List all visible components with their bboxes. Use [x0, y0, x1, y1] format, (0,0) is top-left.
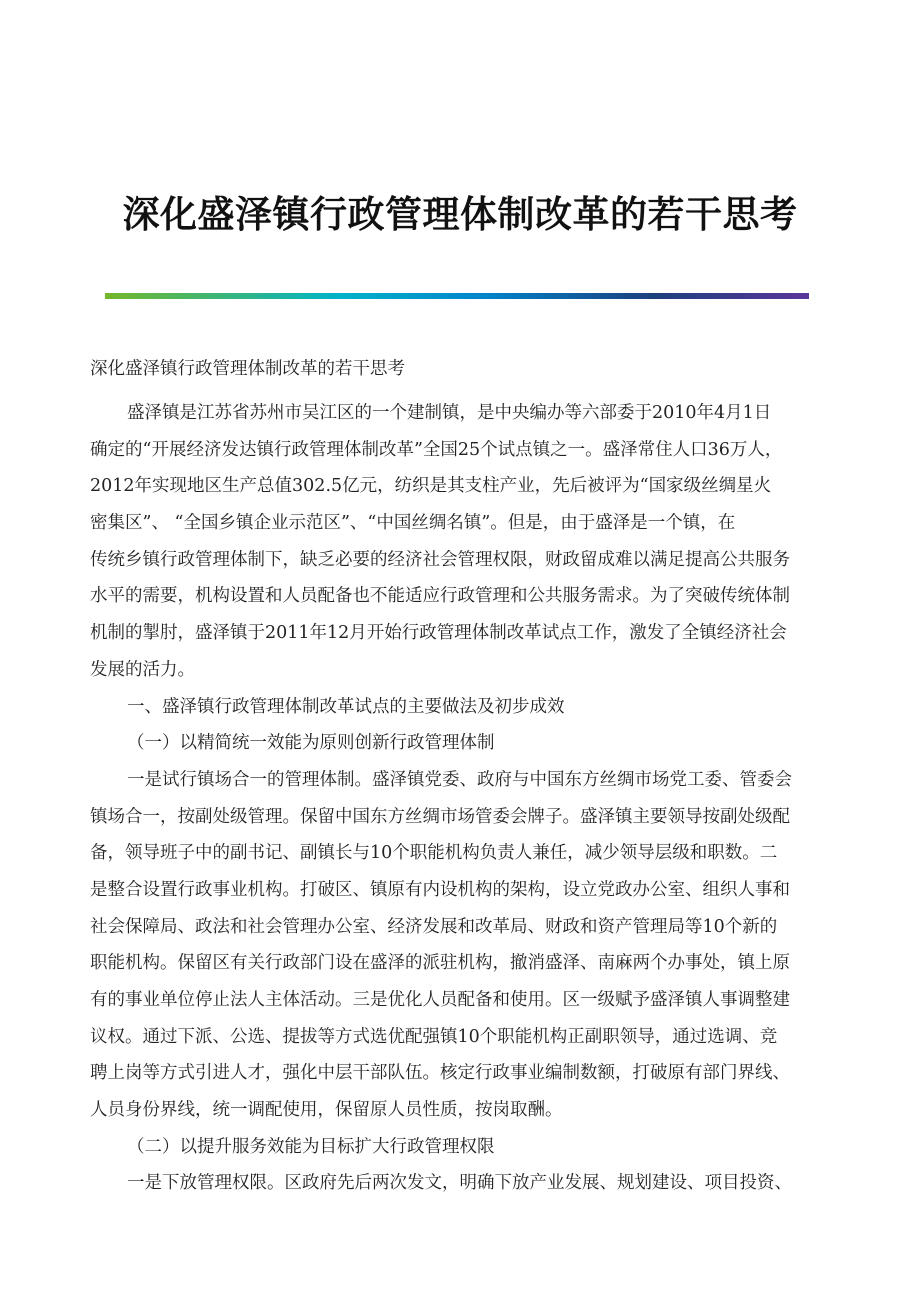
text-line: 聘上岗等方式引进人才，强化中层干部队伍。核定行政事业编制数额，打破原有部门界线、	[90, 1063, 790, 1084]
text-line: 密集区”、 “全国乡镇企业示范区”、“中国丝绸名镇”。但是，由于盛泽是一个镇，在	[90, 513, 736, 534]
text-line: 机制的掣肘，盛泽镇于2011年12月开始行政管理体制改革试点工作，激发了全镇经济社会	[90, 623, 787, 644]
text-line: 盛泽镇是江苏省苏州市吴江区的一个建制镇，是中央编办等六部委于2010年4月1日	[127, 403, 772, 423]
text-line: 一是试行镇场合一的管理体制。盛泽镇党委、政府与中国东方丝绸市场党工委、管委会	[127, 769, 792, 790]
document-body	[90, 356, 850, 1207]
text-line: 议权。通过下派、公选、提拔等方式选优配强镇10个职能机构正副职领导，通过选调、竞	[90, 1026, 778, 1047]
text-line: （一）以精简统一效能为原则创新行政管理体制	[127, 733, 495, 754]
text-line: 一、盛泽镇行政管理体制改革试点的主要做法及初步成效	[127, 696, 565, 717]
document-title: 深化盛泽镇行政管理体制改革的若干思考	[122, 192, 798, 236]
text-line: 一是下放管理权限。区政府先后两次发文，明确下放产业发展、规划建设、项目投资、	[127, 1173, 792, 1194]
subtitle: 深化盛泽镇行政管理体制改革的若干思考	[90, 359, 405, 379]
text-line: 2012年实现地区生产总值302.5亿元，纺织是其支柱产业，先后被评为“国家级丝绸星火	[90, 476, 772, 497]
title-divider	[105, 293, 809, 299]
text-line: 水平的需要，机构设置和人员配备也不能适应行政管理和公共服务需求。为了突破传统体制	[90, 586, 790, 607]
text-line: 发展的活力。	[90, 659, 195, 680]
text-line: 备，领导班子中的副书记、副镇长与10个职能机构负责人兼任，减少领导层级和职数。二	[90, 843, 778, 864]
text-line: （二）以提升服务效能为目标扩大行政管理权限	[127, 1136, 495, 1157]
text-line: 有的事业单位停止法人主体活动。三是优化人员配备和使用。区一级赋予盛泽镇人事调整建	[90, 990, 790, 1010]
text-line: 社会保障局、政法和社会管理办公室、经济发展和改革局、财政和资产管理局等10个新的	[90, 916, 778, 937]
text-line: 是整合设置行政事业机构。打破区、镇原有内设机构的架构，设立党政办公室、组织人事和	[90, 879, 790, 900]
text-line: 职能机构。保留区有关行政部门设在盛泽的派驻机构，撤消盛泽、南麻两个办事处，镇上原	[90, 953, 790, 974]
text-line: 确定的“开展经济发达镇行政管理体制改革”全国25个试点镇之一。盛泽常住人口36万人，	[90, 439, 783, 460]
text-line: 传统乡镇行政管理体制下，缺乏必要的经济社会管理权限，财政留成难以满足提高公共服务	[90, 549, 790, 570]
text-line: 镇场合一，按副处级管理。保留中国东方丝绸市场管委会牌子。盛泽镇主要领导按副处级配	[90, 806, 790, 827]
text-line: 人员身份界线，统一调配使用，保留原人员性质，按岗取酬。	[90, 1100, 563, 1121]
